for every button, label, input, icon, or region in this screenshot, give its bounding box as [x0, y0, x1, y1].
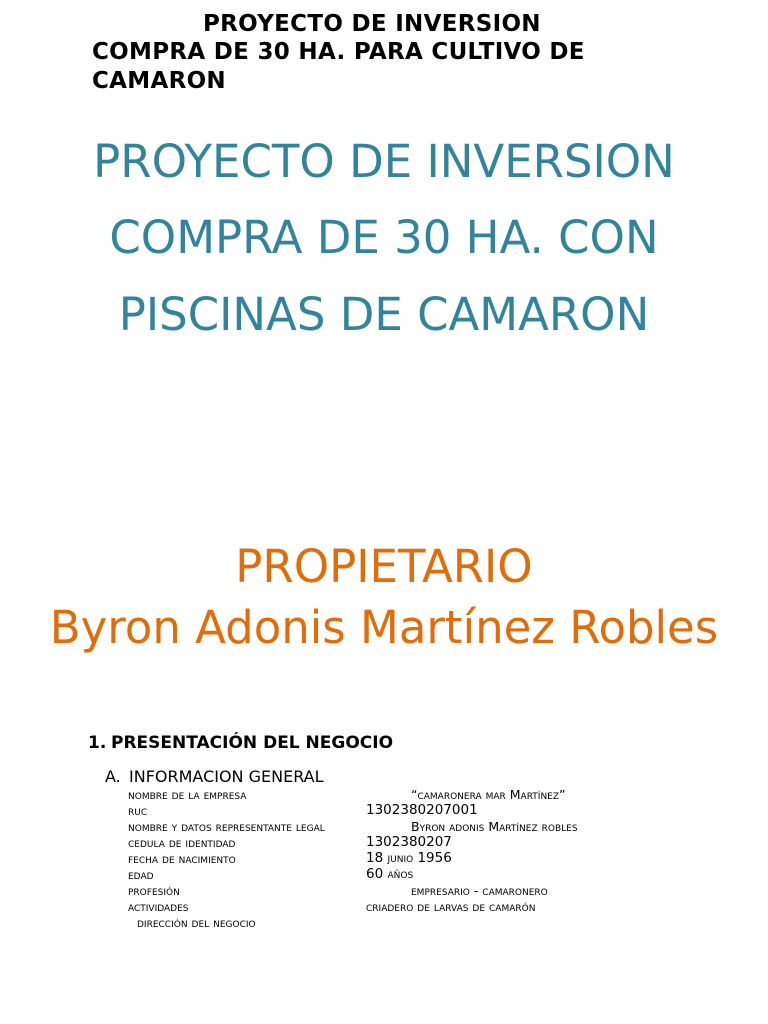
header-line-1: PROYECTO DE INVERSION	[203, 11, 541, 37]
field-label-id: cedula de identidad	[128, 835, 236, 850]
field-value-id: 1302380207	[366, 834, 452, 850]
title-line-3: PISCINAS DE CAMARON	[118, 288, 650, 341]
field-value-ruc: 1302380207001	[366, 802, 478, 818]
field-label-activities: actividades	[128, 899, 189, 914]
field-label-birth-date: fecha de nacimiento	[128, 851, 236, 866]
title-line-2: COMPRA DE 30 HA. CON	[109, 211, 659, 264]
owner-label: PROPIETARIO	[235, 540, 533, 593]
field-value-profession: empresario - camaronero	[411, 883, 548, 898]
field-label-age: edad	[128, 867, 154, 882]
title-line-1: PROYECTO DE INVERSION	[93, 135, 675, 188]
field-label-company-name: nombre de la empresa	[128, 787, 247, 802]
field-value-company-name: “camaronera mar Martínez”	[411, 787, 566, 802]
header-line-2: COMPRA DE 30 HA. PARA CULTIVO DE	[92, 39, 585, 65]
section-number: 1.	[88, 733, 107, 753]
owner-name: Byron Adonis Martínez Robles	[49, 601, 719, 654]
section-title: PRESENTACIÓN DEL NEGOCIO	[111, 733, 394, 753]
subsection-letter: A.	[105, 767, 121, 786]
subsection-title: INFORMACION GENERAL	[129, 767, 324, 786]
field-label-ruc: ruc	[128, 803, 148, 818]
field-value-age: 60 años	[366, 866, 414, 882]
field-value-activities: criadero de larvas de camarón	[366, 899, 536, 914]
field-label-legal-rep: nombre y datos representante legal	[128, 819, 325, 834]
field-label-business-address: dirección del negocio	[137, 915, 256, 930]
header-line-3: CAMARON	[92, 68, 226, 94]
field-value-birth-date: 18 junio 1956	[366, 850, 452, 866]
field-label-profession: profesión	[128, 883, 180, 898]
field-value-legal-rep: Byron adonis Martínez robles	[411, 819, 578, 834]
